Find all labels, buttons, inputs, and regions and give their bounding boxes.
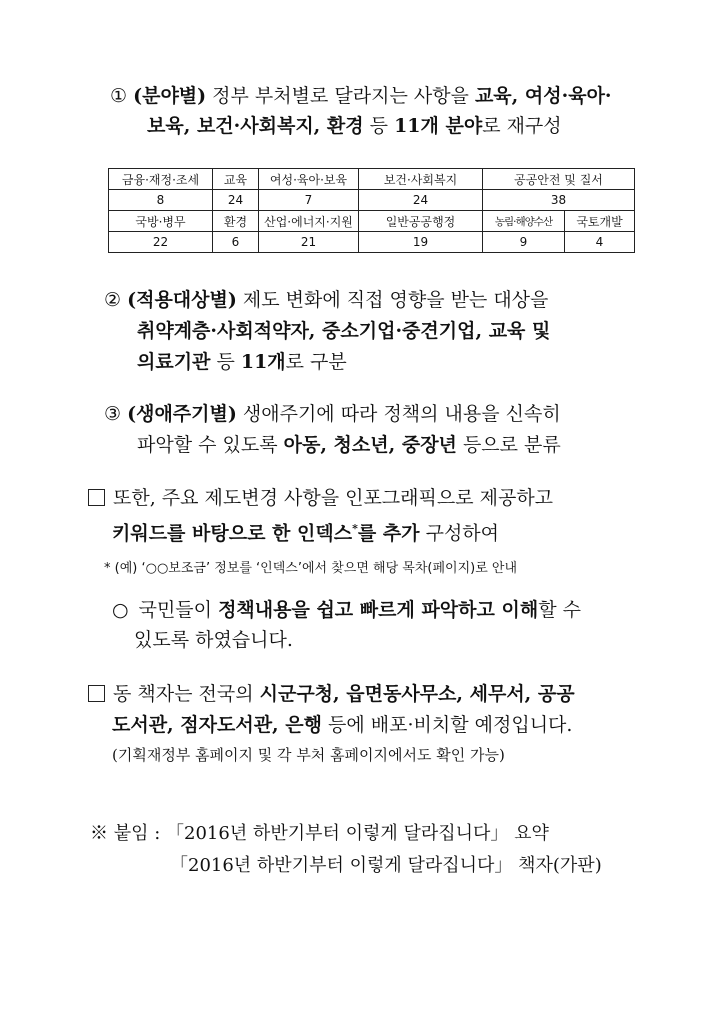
table-cell: 산업·에너지·지원 [259,211,359,232]
para2-text2: 등에 배포·비치할 예정입니다. [322,714,573,736]
table-cell: 일반공공행정 [359,211,483,232]
attachment-label: 붙임 : [108,823,167,844]
table-cell: 여성·육아·보육 [259,169,359,190]
item3-emph: 아동, 청소년, 중장년 [283,434,457,456]
item2-emph2: 11개 [240,351,286,373]
item1-line2 [147,114,562,138]
table-cell: 국토개발 [565,211,635,232]
para1-emph: 키워드를 바탕으로 한 인덱스 [112,522,353,545]
item2-marker: ② [104,289,122,311]
para2-text: 동 책자는 전국의 [113,683,260,705]
bullet-emph: 정책내용을 쉽고 빠르게 파악하고 이해 [218,599,539,621]
checkbox-square-icon [88,685,105,702]
item2-text2: 등 [210,351,241,373]
item3-text3: 등으로 분류 [456,434,561,456]
attachment-line1 [90,822,549,846]
bullet-line2: 있도록 하였습니다. [134,629,293,651]
table-cell: 농림·해양수산 [483,211,565,232]
item1-text3: 로 재구성 [482,115,562,137]
attachment-marker: ※ [90,823,108,844]
para1-note: * (예) ‘○○보조금’ 정보를 ‘인덱스’에서 찾으면 해당 목차(페이지)로 안내 [104,561,518,576]
item1-emph3: 11개 분야 [394,115,483,137]
bullet-text: 국민들이 [138,599,219,621]
table-cell: 24 [359,190,483,211]
item2-line3 [137,350,347,374]
para1-line2 [112,517,499,545]
table-cell: 24 [213,190,259,211]
item1-marker: ① [110,85,128,107]
item3-title: (생애주기별) [127,403,237,425]
item3-line1 [104,402,561,426]
table-cell: 교육 [213,169,259,190]
attachment-line2: 「2016년 하반기부터 이렇게 달라집니다」 책자(가판) [170,855,602,876]
item1-emph2: 보육, 보건·사회복지, 환경 [147,115,364,137]
para1-text: 또한, 주요 제도변경 사항을 인포그래픽으로 제공하고 [113,487,554,509]
table-cell: 환경 [213,211,259,232]
table-cell: 금융·재정·조세 [109,169,213,190]
item3-marker: ③ [104,403,122,425]
item1-title: (분야별) [133,85,207,107]
table-row [109,232,635,253]
table-cell: 6 [213,232,259,253]
table-cell: 19 [359,232,483,253]
item3-text: 생애주기에 따라 정책의 내용을 신속히 [236,403,561,425]
item3-line2 [137,433,561,457]
para2-emph2: 도서관, 점자도서관, 은행 [112,714,322,736]
attachment-item: 「2016년 하반기부터 이렇게 달라집니다」 요약 [166,823,549,844]
item2-line1 [104,288,548,312]
para1-footnote-mark: * [352,522,358,535]
para2-line2 [112,713,572,737]
item2-text3: 로 구분 [285,351,347,373]
bullet-text2: 할 수 [538,599,581,621]
item1-text: 정부 부처별로 달라지는 사항을 [206,85,475,107]
item2-text: 제도 변화에 직접 영향을 받는 대상을 [236,289,549,311]
table-cell: 7 [259,190,359,211]
table-cell: 공공안전 및 질서 [483,169,635,190]
table-cell: 국방·병무 [109,211,213,232]
item2-emph: 의료기관 [137,351,211,373]
item1-text2: 등 [363,115,395,137]
table-cell: 21 [259,232,359,253]
table-cell: 보건·사회복지 [359,169,483,190]
table-row [109,190,635,211]
para2-line1 [88,682,575,706]
table-cell: 38 [483,190,635,211]
table-cell: 22 [109,232,213,253]
para2-line3: (기획재정부 홈페이지 및 각 부처 홈페이지에서도 확인 가능) [112,746,505,764]
table-row [109,211,635,232]
item2-title: (적용대상별) [127,289,237,311]
bullet-marker: ○ [112,599,129,621]
item3-text2: 파악할 수 있도록 [137,434,284,456]
para2-emph: 시군구청, 읍면동사무소, 세무서, 공공 [259,683,575,705]
para1-text2: 구성하여 [419,522,500,545]
fields-table [108,168,635,253]
table-cell: 9 [483,232,565,253]
table-row [109,169,635,190]
item2-line2: 취약계층·사회적약자, 중소기업·중견기업, 교육 및 [137,320,551,342]
bullet-line1 [112,598,581,622]
table-cell: 4 [565,232,635,253]
item1-line1 [110,84,612,108]
para1-line1 [88,486,553,510]
item1-emph: 교육, 여성·육아· [474,85,612,107]
table-cell: 8 [109,190,213,211]
checkbox-square-icon [88,489,105,506]
para1-emph2: 를 추가 [357,522,420,545]
